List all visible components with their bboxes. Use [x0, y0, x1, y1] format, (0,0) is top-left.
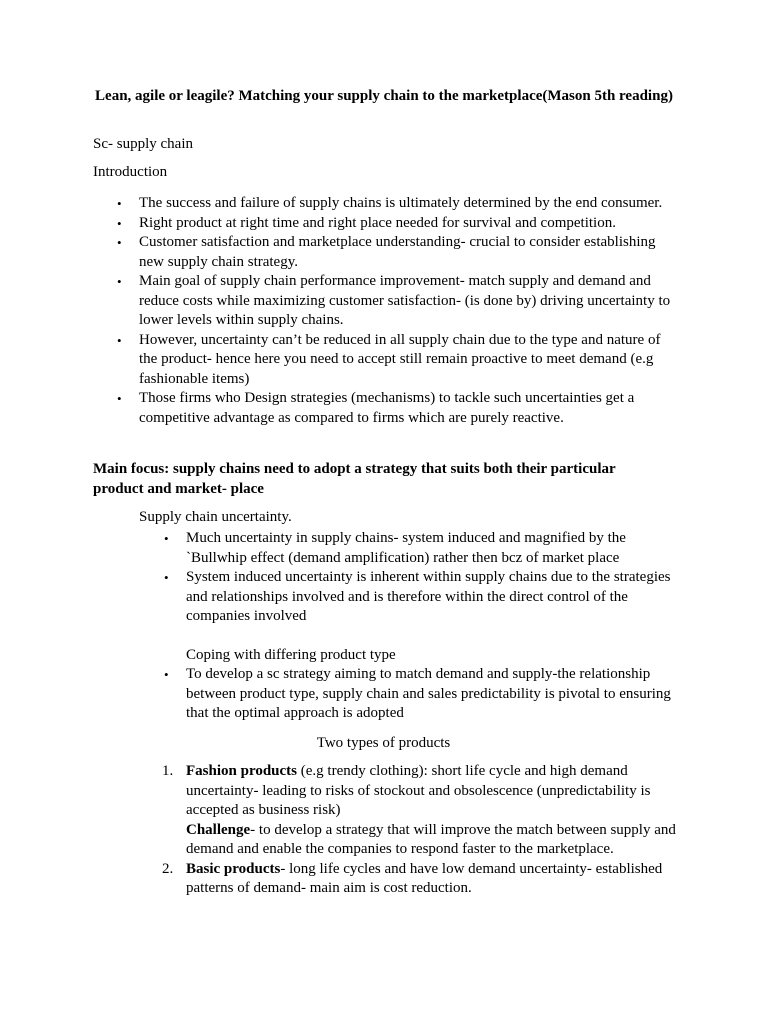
two-types-heading: Two types of products — [316, 735, 451, 751]
product-type-heading: Coping with differing product type — [186, 647, 396, 663]
list-item — [117, 214, 679, 234]
list-item-text: However, uncertainty can’t be reduced in all supply chain due to the type and nature of the product- hence here you need to accept still remain proactive to meet demand (e.g fashionable items) — [139, 331, 661, 387]
basic-products-term: Basic products — [186, 860, 281, 877]
basic-products-text: - long life cycles and have low demand uncertainty- established patterns of demand- main aim is cost reduction. — [186, 860, 663, 896]
bullet-glyph: • — [117, 274, 122, 289]
challenge-term: Challenge — [186, 821, 251, 838]
document-title: Lean, agile or leagile? Matching your supply chain to the marketplace(Mason 5th reading) — [95, 88, 673, 104]
product-bullet-list — [164, 665, 676, 724]
list-item — [164, 568, 676, 627]
intro-bullet-list — [117, 194, 679, 428]
list-item-text: To develop a sc strategy aiming to match demand and supply-the relationship between product type, supply chain and sales predictability is pivotal to ensuring that the optimal approach is adopted — [186, 666, 671, 721]
list-item — [162, 762, 676, 860]
list-item — [164, 665, 676, 724]
challenge-text: - to develop a strategy that will improve the match between supply and demand and enable the companies to respond faster to the marketplace. — [186, 821, 676, 857]
main-focus-heading: Main focus: supply chains need to adopt a strategy that suits both their particular product and market- place — [93, 461, 616, 497]
bullet-glyph: • — [117, 196, 122, 211]
product-types-list — [162, 762, 676, 899]
bullet-glyph: • — [117, 332, 122, 348]
list-item — [162, 860, 676, 899]
list-item — [117, 194, 679, 214]
list-item-text: System induced uncertainty is inherent within supply chains due to the strategies and relationships involved and is therefore within the direct control of the companies involved — [186, 569, 671, 624]
list-item-text: Main goal of supply chain performance improvement- match supply and demand and reduce costs while maximizing customer satisfaction- (is done by) driving uncertainty to lower levels within supply chains. — [139, 273, 671, 328]
intro-heading: Introduction — [93, 164, 168, 180]
list-item-text: Customer satisfaction and marketplace understanding- crucial to consider establishing new supply chain strategy. — [139, 234, 656, 270]
list-item — [117, 233, 679, 272]
list-item — [117, 272, 679, 331]
list-item-text: The success and failure of supply chains is ultimately determined by the end consumer. — [139, 195, 663, 211]
list-item — [117, 331, 679, 390]
bullet-glyph: • — [117, 235, 122, 250]
list-item-text: Those firms who Design strategies (mechanisms) to tackle such uncertainties get a competitive advantage as compared to firms which are purely reactive. — [139, 390, 635, 426]
list-number: 1. — [162, 763, 174, 779]
bullet-glyph: • — [117, 391, 122, 406]
fashion-products-term: Fashion products — [186, 763, 298, 779]
list-number: 2. — [162, 860, 174, 877]
abbreviation-note: Sc- supply chain — [93, 136, 193, 152]
bullet-glyph: • — [164, 570, 169, 585]
fashion-products-text: (e.g trendy clothing): short life cycle and high demand uncertainty- leading to risks of stockout and obsolescence (unpredictability is accepted as business risk) — [186, 763, 651, 818]
uncertainty-heading: Supply chain uncertainty. — [139, 509, 292, 525]
list-item — [117, 389, 679, 428]
bullet-glyph: • — [164, 531, 169, 546]
bullet-glyph: • — [164, 667, 169, 682]
list-item-text: Much uncertainty in supply chains- system induced and magnified by the `Bullwhip effect (demand amplification) rather then bcz of market place — [186, 530, 626, 566]
uncertainty-bullet-list — [164, 529, 676, 627]
list-item-text: Right product at right time and right place needed for survival and competition. — [139, 214, 616, 231]
bullet-glyph: • — [117, 215, 122, 231]
list-item — [164, 529, 676, 568]
